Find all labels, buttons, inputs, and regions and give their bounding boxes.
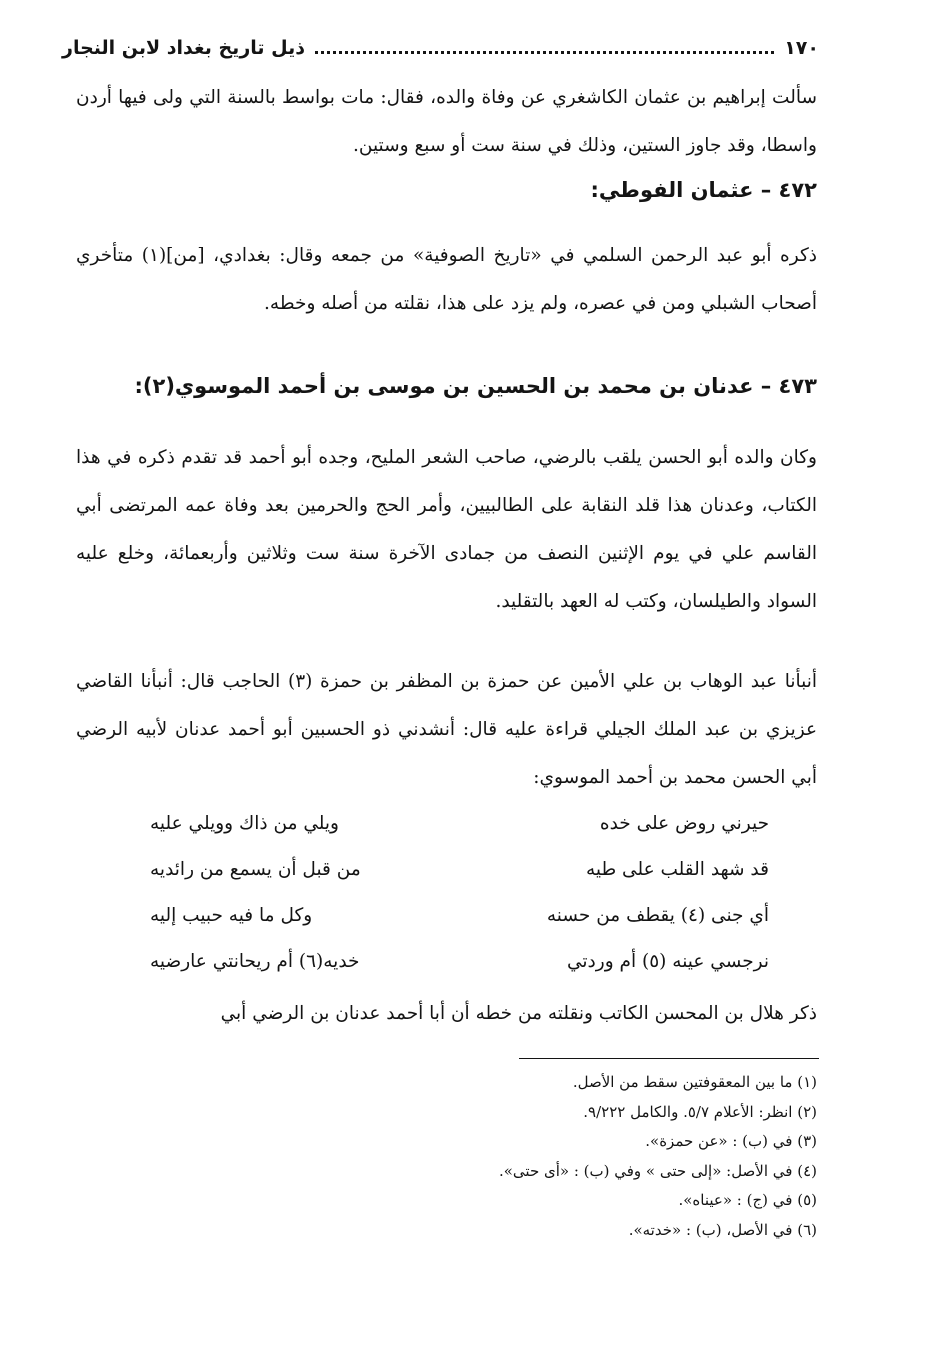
verse-first-hemistich: حيرني روض على خده (599, 813, 769, 834)
footnote: (٢) انظر: الأعلام ٥/٧. والكامل ٩/٢٢٢. (583, 1102, 817, 1121)
verse-first-hemistich: نرجسي عينه (٥) أم وردتي (566, 951, 769, 972)
footnote-separator (519, 1058, 819, 1059)
entry-473-paragraph-2: أنبأنا عبد الوهاب بن علي الأمين عن حمزة بن المظفر بن حمزة (٣) الحاجب قال: أنبأنا القاضي عزيزي بن عبد الملك الجيلي قراءة عليه قال: أنشدني ذو الحسبين أبو أحمد عدنان لأبيه الرضي أبي الحسن محمد بن أحمد الموسوي: (76, 671, 818, 788)
footnote: (٤) في الأصل: «إلى حتى » وفي (ب) : «أى حتى». (498, 1161, 817, 1180)
footnote: (٥) في (ج) : «عيناه». (678, 1191, 817, 1209)
entry-heading-473: ٤٧٣ – عدنان بن محمد بن الحسين بن موسى بن أحمد الموسوي(٢): (134, 374, 817, 398)
verse-first-hemistich: أي جنى (٤) يقطف من حسنه (546, 905, 769, 926)
poem-verse (150, 892, 769, 940)
header-dot-leader (315, 51, 774, 54)
entry-472-paragraph: ذكره أبو عبد الرحمن السلمي في «تاريخ الصوفية» من جمعه وقال: بغدادي، [من](١) متأخري أصحاب الشبلي ومن في عصره، ولم يزد على هذا، نقلته من أصله وخطه. (76, 245, 817, 314)
page-number: ١٧٠ (784, 37, 819, 59)
verse-second-hemistich: ويلي من ذاك وويلي عليه (150, 813, 339, 834)
running-header (62, 32, 819, 64)
intro-paragraph: سألت إبراهيم بن عثمان الكاشغري عن وفاة والده، فقال: مات بواسط بالسنة التي ولى فيها أردن واسطا، وقد جاوز الستين، وذلك في سنة ست أو سبع وستين. (76, 87, 817, 156)
entry-heading-472: ٤٧٢ – عثمان الفوطي: (590, 178, 817, 202)
entry-473-paragraph-1: وكان والده أبو الحسن يلقب بالرضي، صاحب الشعر المليح، وجده أبو أحمد قد تقدم ذكره في هذا الكتاب، وعدنان هذا قلد النقابة على الطالبيين، وأمر الحج والحرمين بعد وفاة عمه المرتضى أبي القاسم علي في يوم الإثنين النصف من جمادى الآخرة سنة ست وثلاثين وأربعمائة، وخلع عليه السواد والطيلسان، وكتب له العهد بالتقليد. (76, 447, 817, 612)
poem-verse (150, 846, 769, 894)
running-title: ذيل تاريخ بغداد لابن النجار (62, 37, 305, 59)
entry-473-paragraph-3: ذكر هلال بن المحسن الكاتب ونقلته من خطه أن أبا أحمد عدنان بن الرضي أبي (220, 1003, 817, 1024)
footnotes (400, 1068, 817, 1245)
verse-second-hemistich: وكل ما فيه حبيب إليه (150, 905, 313, 926)
footnote: (٦) في الأصل، (ب) : «خدته». (628, 1220, 817, 1239)
verse-second-hemistich: خديه(٦) أم ريحانتي عارضيه (150, 951, 360, 972)
verse-second-hemistich: من قبل أن يسمع من رائديه (150, 859, 361, 880)
footnote: (١) ما بين المعقوفتين سقط من الأصل. (572, 1073, 817, 1091)
verse-first-hemistich: قد شهد القلب على طيه (585, 859, 769, 880)
poem-verse (150, 800, 769, 848)
poem-verse (150, 938, 769, 986)
footnote: (٣) في (ب) : «عن حمزة». (645, 1132, 817, 1150)
